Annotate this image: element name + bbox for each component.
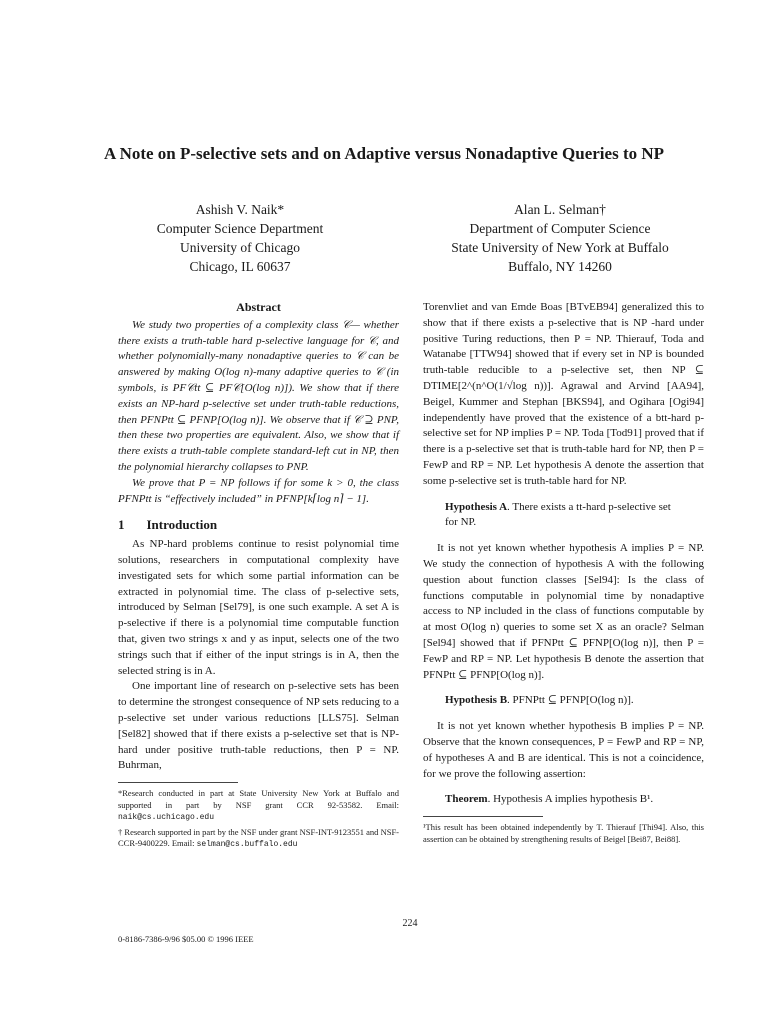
theorem [423,792,704,808]
author-dept: Department of Computer Science [469,221,651,236]
hypothesis-b [423,693,704,709]
section-heading [118,517,399,533]
page-number: 224 [402,918,418,929]
hypothesis-b-label: Hypothesis B [445,694,508,707]
section-title: Introduction [146,517,218,533]
author-name: Alan L. Selman† [514,202,606,217]
author-naik [110,200,370,276]
abstract-paragraph-2: We prove that P = NP follows if for some k > 0, the class PFNPtt is “effectively included” in PFNP[k⌈log n⌉ − 1]. [118,476,399,505]
author-addr: Chicago, IL 60637 [189,259,291,274]
paper-title: A Note on P-selective sets and on Adaptive versus Nonadaptive Queries to NP [103,144,665,163]
footnote-dagger [118,827,399,851]
author-dept: Computer Science Department [156,221,324,236]
hypothesis-b-text: . PFNPtt ⊆ PFNP[O(log n)]. [507,694,634,707]
footnote-dagger-email: selman@cs.buffalo.edu [196,840,298,850]
footnote-dagger-text: † Research supported in part by the NSF under grant NSF-INT-9123551 and NSF-CCR-9400229. Email: [118,826,399,849]
footnote-star-text: *Research conducted in part at State University New York at Buffalo and supported in part by NSF grant CCR 92-53582. Email: [118,788,399,810]
footnote-rule-right [423,816,543,817]
right-column [423,300,704,845]
author-selman [420,200,700,276]
right-paragraph-3: It is not yet known whether hypothesis B implies P = NP. Observe that the known consequences, P = FewP and RP = NP, of hypotheses A and B are identical. This is not a coincidence, for we prove the following assertion: [423,720,704,780]
author-inst: University of Chicago [180,240,300,255]
author-inst: State University of New York at Buffalo [451,240,669,255]
right-paragraph-2: It is not yet known whether hypothesis A implies P = NP. We study the connection of hypothesis A with the following question about function classes [Sel94]: Is the class of functions computable in polynomial time by nonadaptive access to NP included in the class of functions computable by at most O(log n) queries to some set X as an oracle? Selman [Sel94] showed that if PFNPtt ⊆ PFNP[O(log n)], then P = FewP and RP = NP. Let hypothesis B denote the assertion that PFNPtt ⊆ PFNP[O(log n)]. [423,542,704,681]
footnotes-left [118,788,399,851]
abstract-heading: Abstract [236,300,281,314]
hypothesis-a [423,500,704,532]
abstract-paragraph-1: We study two properties of a complexity class 𝒞— whether there exists a truth-table hard p-selective language for 𝒞, and whether polynomially-many nonadaptive queries to 𝒞 can be answered by making O(log n)-many adaptive queries to 𝒞 (in symbols, is PF𝒞tt ⊆ PF𝒞[O(log n)]). We show that if there exists an NP-hard p-selective set under truth-table reductions, then PFNPtt ⊆ PFNP[O(log n)]. We observe that if 𝒞 ⊇ PNP, then these two properties are equivalent. Also, we show that if there exists a truth-table complete standard-left cut in NP, then the polynomial hierarchy collapses to PNP. [118,318,399,473]
section-number: 1 [118,517,125,533]
theorem-label: Theorem [445,793,488,806]
hypothesis-a-text: . There exists a tt-hard p-selective set for NP. [445,500,671,529]
copyright-line: 0-8186-7386-9/96 $05.00 © 1996 IEEE [118,934,254,944]
author-addr: Buffalo, NY 14260 [508,259,612,274]
author-name: Ashish V. Naik* [195,202,285,217]
right-paragraph-1: Torenvliet and van Emde Boas [BTvEB94] generalized this to show that if there exists a p-selective that is NP -hard under positive Turing reductions, then P = NP. Thierauf, Toda and Watanabe [TTW94] showed that if every set in NP is bounded truth-table reducible to a p-selective set, then NP ⊆ DTIME[2^(n^O(1/√log n))]. Agrawal and Arvind [AA94], Beigel, Kummer and Stephan [BKS94], and Ogihara [Ogi94] independently have proved that the existence of a btt-hard p-selective set for NP implies P = NP. Toda [Tod91] proved that if there is a p-selective set that is truth-table hard for NP, then P = FewP and RP = NP. Let hypothesis A denote the assertion that some p-selective set is truth-table hard for NP. [423,301,704,487]
left-column [118,300,399,851]
footnote-rule [118,782,238,783]
footnote-star-email: naik@cs.uchicago.edu [118,813,215,823]
hypothesis-a-label: Hypothesis A [445,500,508,513]
intro-paragraph-1: As NP-hard problems continue to resist polynomial time solutions, researchers in computational complexity have investigated sets for which some partial information can be extracted in polynomial time. The class of p-selective sets, introduced by Selman [Sel79], is one such example. A set A is p-selective if there is a polynomial time computable function that, given two strings x and y as input, selects one of the two strings such that if either of the input strings is in A, then the selected string is in A. [118,538,399,677]
intro-paragraph-2: One important line of research on p-selective sets has been to determine the strongest consequence of NP sets reducing to a p-selective set under various reductions [LLS75]. Selman [Sel82] showed that if there exists a p-selective set that is NP-hard under positive truth-table reductions, then P = NP. Buhrman, [118,680,399,772]
footnote-star [118,788,399,824]
theorem-text: . Hypothesis A implies hypothesis B¹. [487,793,654,806]
footnote-1: ¹This result has been obtained independently by T. Thierauf [Thi94]. Also, this assertion can be obtained by strengthening results of Beigel [Bei87, Bei88]. [423,822,704,844]
